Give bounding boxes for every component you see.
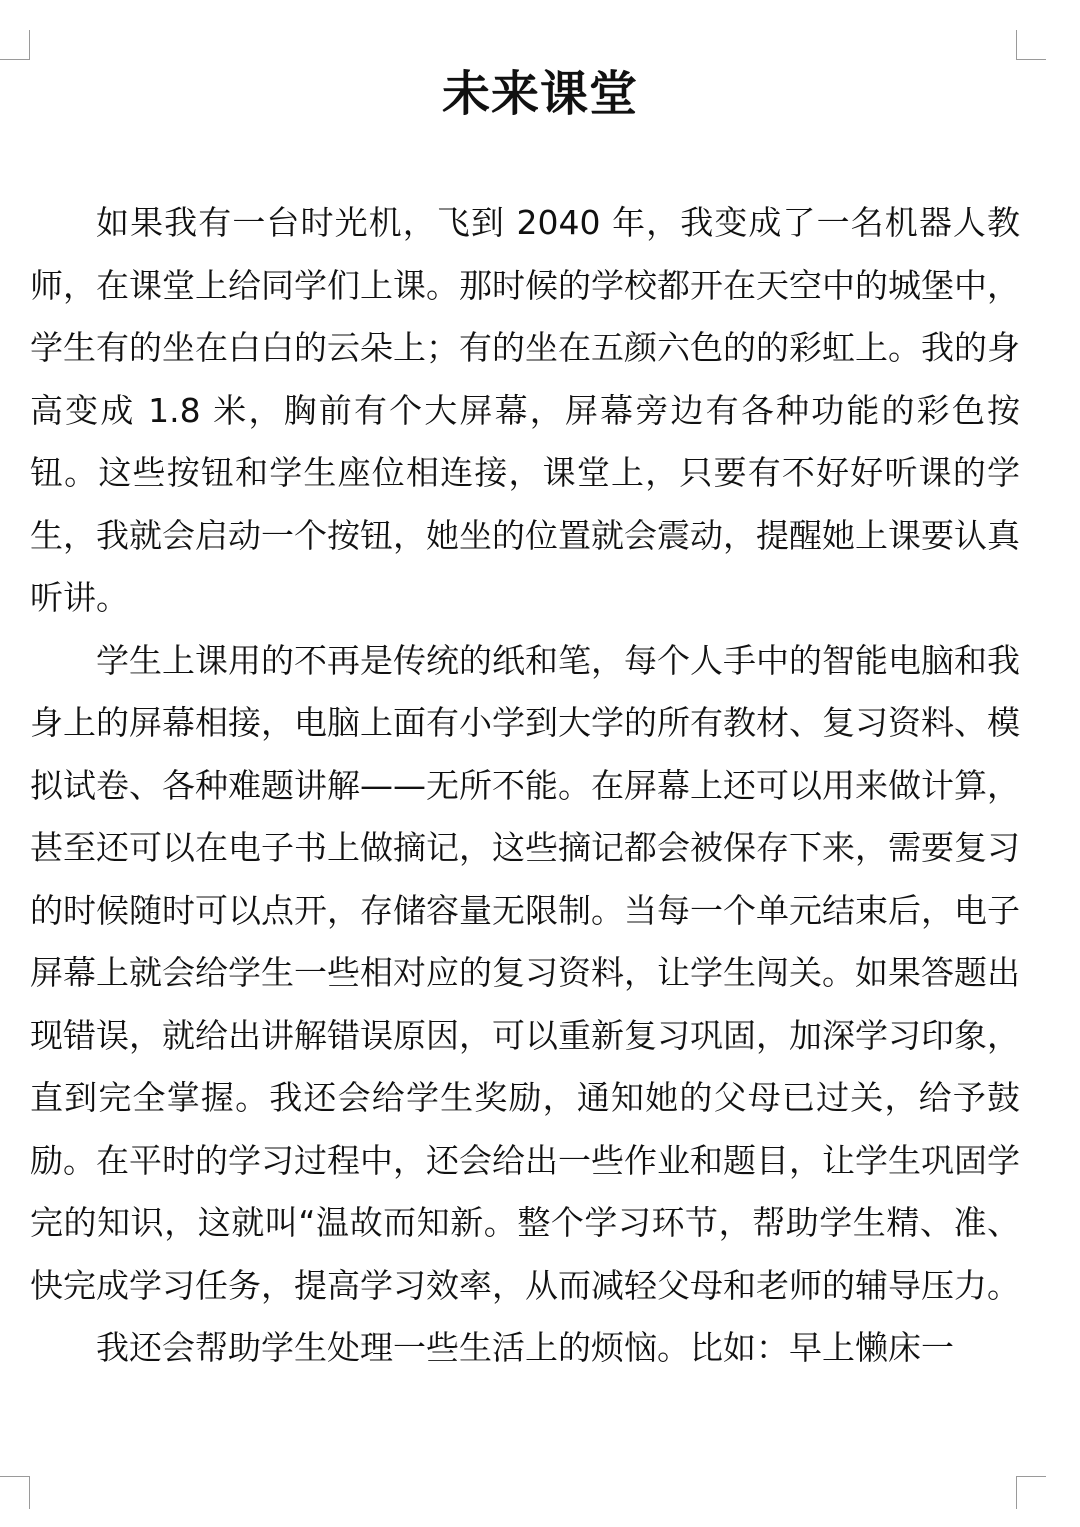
- document-body: [30, 192, 1020, 1380]
- page-corner-mark-top-left: [0, 30, 30, 60]
- page-corner-mark-bottom-right: [1016, 1476, 1046, 1509]
- paragraph-2: 学生上课用的不再是传统的纸和笔，每个人手中的智能电脑和我身上的屏幕相接，电脑上面有小学到大学的所有教材、复习资料、模拟试卷、各种难题讲解——无所不能。在屏幕上还可以用来做计算，甚至还可以在电子书上做摘记，这些摘记都会被保存下来，需要复习的时候随时可以点开，存储容量无限制。当每一个单元结束后，电子屏幕上就会给学生一些相对应的复习资料，让学生闯关。如果答题出现错误，就给出讲解错误原因，可以重新复习巩固，加深学习印象，直到完全掌握。我还会给学生奖励，通知她的父母已过关，给予鼓励。在平时的学习过程中，还会给出一些作业和题目，让学生巩固学完的知识，这就叫“温故而知新。整个学习环节，帮助学生精、准、快完成学习任务，提高学习效率，从而减轻父母和老师的辅导压力。: [30, 640, 1020, 1305]
- paragraph-3: 我还会帮助学生处理一些生活上的烦恼。比如：早上懒床一: [96, 1328, 954, 1367]
- paragraph-1: 如果我有一台时光机，飞到 2040 年，我变成了一名机器人教师，在课堂上给同学们上课。那时候的学校都开在天空中的城堡中，学生有的坐在白白的云朵上；有的坐在五颜六色的的彩虹上。我的身高变成 1.8 米，胸前有个大屏幕，屏幕旁边有各种功能的彩色按钮。这些按钮和学生座位相连接，课堂上，只要有不好好听课的学生，我就会启动一个按钮，她坐的位置就会震动，提醒她上课要认真听讲。: [30, 203, 1020, 617]
- document-title: 未来课堂: [441, 66, 638, 122]
- page-corner-mark-top-right: [1016, 30, 1046, 60]
- page-corner-mark-bottom-left: [0, 1476, 30, 1509]
